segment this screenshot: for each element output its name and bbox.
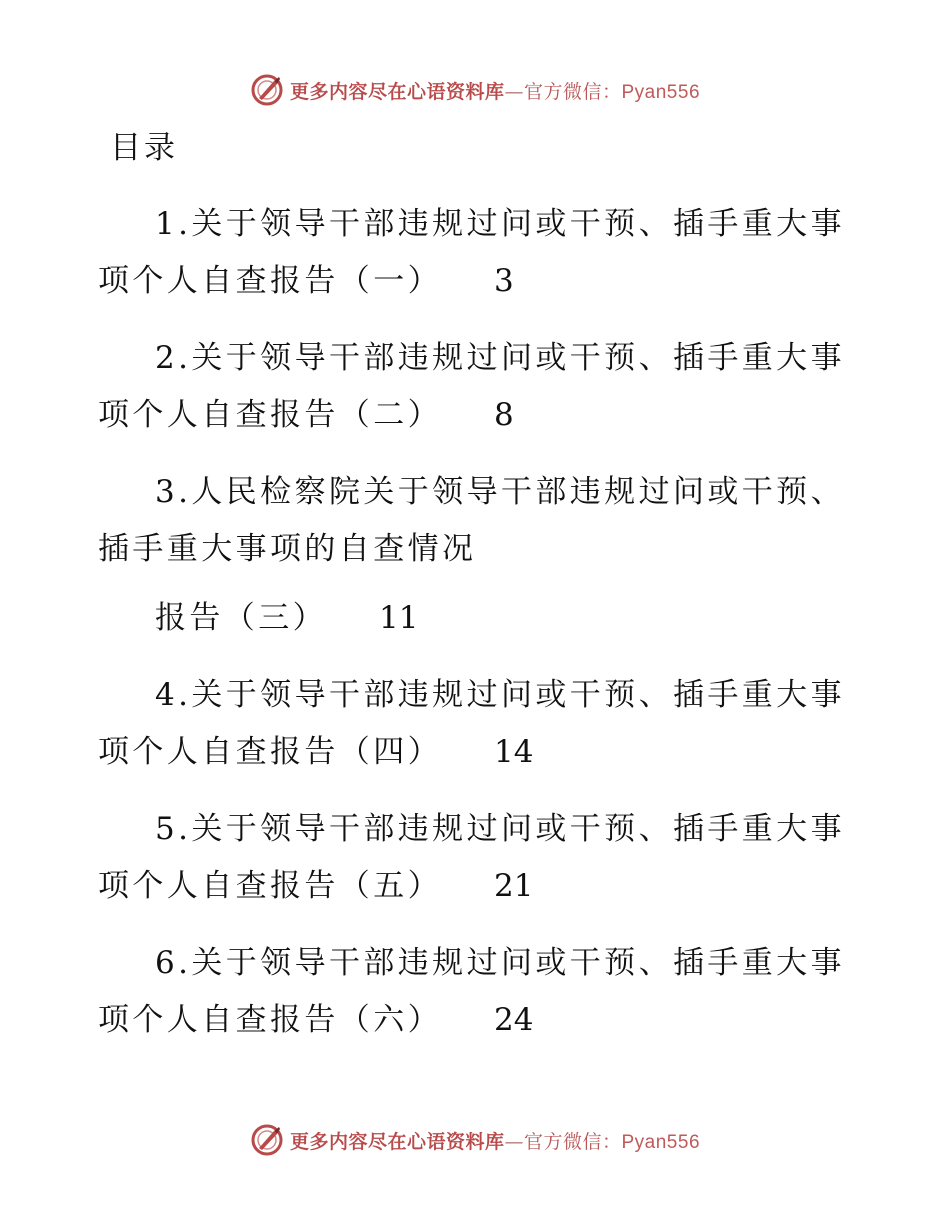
toc-entry-title-line1: 6.关于领导干部违规过问或干预、插手重大事 — [155, 945, 845, 981]
header-watermark — [0, 70, 950, 110]
toc-entry-page: 24 — [494, 1002, 534, 1038]
toc-entry-page: 14 — [494, 734, 534, 770]
toc-entry-title-line1: 5.关于领导干部违规过问或干预、插手重大事 — [155, 811, 845, 847]
toc-entry-2[interactable] — [98, 330, 858, 444]
watermark-separator: — — [504, 1130, 524, 1153]
watermark-brand: 更多内容尽在心语资料库 — [289, 1130, 505, 1153]
watermark-handle: Pyan556 — [621, 1131, 701, 1153]
watermark-label: 官方微信： — [523, 1130, 622, 1153]
toc-entry-title-line2: 项个人自查报告（二） — [98, 397, 442, 433]
toc-entry-title-line2: 项个人自查报告（四） — [98, 734, 442, 770]
toc-entry-title-line1: 2.关于领导干部违规过问或干预、插手重大事 — [155, 340, 845, 376]
toc-entry-page: 11 — [379, 600, 419, 636]
toc-entry-page: 21 — [494, 868, 534, 904]
watermark-text — [290, 77, 700, 104]
toc-entry-title-line2: 插手重大事项的自查情况 — [98, 531, 477, 567]
watermark-label: 官方微信： — [523, 80, 622, 103]
quill-logo-icon — [250, 1123, 284, 1157]
toc-entry-3[interactable] — [98, 464, 858, 647]
toc-entry-5[interactable] — [98, 801, 858, 915]
toc-heading: 目录 — [110, 130, 178, 166]
toc-entry-page: 8 — [494, 397, 514, 433]
quill-logo-icon — [250, 73, 284, 107]
toc-entry-title-line2: 项个人自查报告（六） — [98, 1002, 442, 1038]
toc-entry-title-line1: 3.人民检察院关于领导干部违规过问或干预、 — [155, 474, 845, 510]
toc-entry-page: 3 — [494, 263, 514, 299]
toc-entry-title-line2: 项个人自查报告（五） — [98, 868, 442, 904]
watermark-separator: — — [504, 80, 524, 103]
table-of-contents — [98, 196, 858, 1049]
watermark-text — [290, 1127, 700, 1154]
toc-entry-title-line3: 报告（三） — [155, 600, 327, 636]
toc-entry-4[interactable] — [98, 667, 858, 781]
toc-entry-title-line1: 1.关于领导干部违规过问或干预、插手重大事 — [155, 206, 845, 242]
toc-entry-title-line1: 4.关于领导干部违规过问或干预、插手重大事 — [155, 677, 845, 713]
watermark-brand: 更多内容尽在心语资料库 — [289, 80, 505, 103]
watermark-handle: Pyan556 — [621, 81, 701, 103]
toc-entry-6[interactable] — [98, 935, 858, 1049]
footer-watermark — [0, 1120, 950, 1160]
toc-entry-title-line2: 项个人自查报告（一） — [98, 263, 442, 299]
toc-entry-1[interactable] — [98, 196, 858, 310]
